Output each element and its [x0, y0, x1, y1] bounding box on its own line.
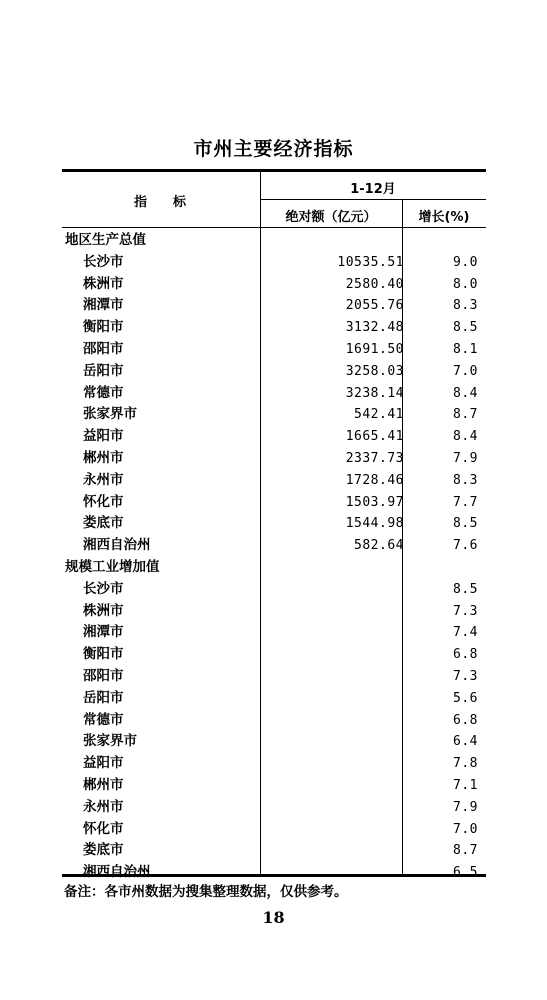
city-name: 永州市	[83, 798, 124, 815]
city-name: 邵阳市	[83, 340, 124, 357]
table-row	[62, 840, 486, 862]
value-column-header: 绝对额（亿元）	[285, 210, 377, 225]
growth-rate: 7.9	[453, 450, 478, 466]
absolute-value: 10535.51	[337, 254, 404, 270]
period-underline	[260, 199, 486, 200]
city-name: 常德市	[83, 384, 124, 401]
city-name: 张家界市	[83, 406, 137, 423]
city-name: 湘潭市	[83, 624, 124, 641]
table-row	[62, 470, 486, 492]
table-row	[62, 819, 486, 841]
city-name: 永州市	[83, 471, 124, 488]
section-label: 规模工业增加值	[65, 558, 160, 575]
table-body	[62, 230, 486, 884]
absolute-value: 542.41	[354, 407, 404, 423]
growth-rate: 8.7	[453, 843, 478, 859]
table-row	[62, 252, 486, 274]
city-name: 娄底市	[83, 842, 124, 859]
city-name: 邵阳市	[83, 667, 124, 684]
table-row	[62, 644, 486, 666]
city-name: 怀化市	[83, 820, 124, 837]
table-row	[62, 731, 486, 753]
growth-rate: 8.3	[453, 472, 478, 488]
absolute-value: 1728.46	[345, 472, 404, 488]
city-name: 益阳市	[83, 428, 124, 445]
growth-rate: 8.4	[453, 429, 478, 445]
city-name: 湘西自治州	[83, 864, 151, 881]
table-row	[62, 622, 486, 644]
absolute-value: 2337.73	[345, 450, 404, 466]
growth-column-header: 增长(%)	[418, 210, 470, 225]
city-name: 株洲市	[83, 275, 124, 292]
growth-rate: 6.4	[453, 734, 478, 750]
growth-rate: 7.1	[453, 777, 478, 793]
table-top-rule	[62, 169, 486, 172]
absolute-value: 3238.14	[345, 385, 404, 401]
absolute-value: 1544.98	[345, 516, 404, 532]
city-name: 常德市	[83, 711, 124, 728]
table-row	[62, 710, 486, 732]
growth-rate: 8.7	[453, 407, 478, 423]
growth-rate: 7.4	[453, 625, 478, 641]
growth-rate: 5.6	[453, 690, 478, 706]
table-row	[62, 513, 486, 535]
absolute-value: 2580.40	[345, 276, 404, 292]
absolute-value: 2055.76	[345, 298, 404, 314]
table-row	[62, 753, 486, 775]
absolute-value: 3132.48	[345, 320, 404, 336]
table-row	[62, 579, 486, 601]
table-row	[62, 339, 486, 361]
page-title: 市州主要经济指标	[193, 138, 354, 160]
city-name: 衡阳市	[83, 319, 124, 336]
growth-rate: 8.4	[453, 385, 478, 401]
table-row	[62, 688, 486, 710]
growth-rate: 7.3	[453, 668, 478, 684]
growth-rate: 8.3	[453, 298, 478, 314]
city-name: 郴州市	[83, 776, 124, 793]
section-row	[62, 230, 486, 252]
city-name: 岳阳市	[83, 362, 124, 379]
growth-rate: 7.3	[453, 603, 478, 619]
table-row	[62, 797, 486, 819]
table-row	[62, 448, 486, 470]
city-name: 长沙市	[83, 580, 124, 597]
growth-rate: 6.8	[453, 647, 478, 663]
table-row	[62, 601, 486, 623]
absolute-value: 1691.50	[345, 341, 404, 357]
table-row	[62, 535, 486, 557]
section-row	[62, 557, 486, 579]
city-name: 株洲市	[83, 602, 124, 619]
growth-rate: 7.6	[453, 538, 478, 554]
table-row	[62, 361, 486, 383]
period-header: 1-12月	[350, 182, 396, 197]
indicator-header: 指 标	[134, 195, 187, 210]
table-row	[62, 383, 486, 405]
absolute-value: 1503.97	[345, 494, 404, 510]
table-row	[62, 492, 486, 514]
growth-rate: 9.0	[453, 254, 478, 270]
city-name: 张家界市	[83, 733, 137, 750]
growth-rate: 8.5	[453, 581, 478, 597]
growth-rate: 8.1	[453, 341, 478, 357]
table-row	[62, 426, 486, 448]
city-name: 怀化市	[83, 493, 124, 510]
city-name: 娄底市	[83, 515, 124, 532]
table-row	[62, 317, 486, 339]
city-name: 益阳市	[83, 755, 124, 772]
growth-rate: 8.5	[453, 320, 478, 336]
footnote: 备注：各市州数据为搜集整理数据，仅供参考。	[64, 884, 348, 900]
growth-rate: 8.5	[453, 516, 478, 532]
growth-rate: 7.8	[453, 756, 478, 772]
table-row	[62, 295, 486, 317]
city-name: 岳阳市	[83, 689, 124, 706]
growth-rate: 6.5	[453, 865, 478, 881]
absolute-value: 3258.03	[345, 363, 404, 379]
header-bottom-rule	[62, 227, 486, 228]
growth-rate: 7.0	[453, 821, 478, 837]
city-name: 郴州市	[83, 449, 124, 466]
table-row	[62, 666, 486, 688]
city-name: 湘潭市	[83, 297, 124, 314]
absolute-value: 1665.41	[345, 429, 404, 445]
table-row	[62, 274, 486, 296]
city-name: 长沙市	[83, 253, 124, 270]
indicator-table	[62, 169, 486, 881]
growth-rate: 7.0	[453, 363, 478, 379]
table-row	[62, 775, 486, 797]
growth-rate: 8.0	[453, 276, 478, 292]
growth-rate: 6.8	[453, 712, 478, 728]
growth-rate: 7.9	[453, 799, 478, 815]
city-name: 湘西自治州	[83, 537, 151, 554]
absolute-value: 582.64	[354, 538, 404, 554]
city-name: 衡阳市	[83, 646, 124, 663]
section-label: 地区生产总值	[65, 232, 146, 248]
page-number: 18	[262, 908, 285, 927]
table-row	[62, 404, 486, 426]
growth-rate: 7.7	[453, 494, 478, 510]
